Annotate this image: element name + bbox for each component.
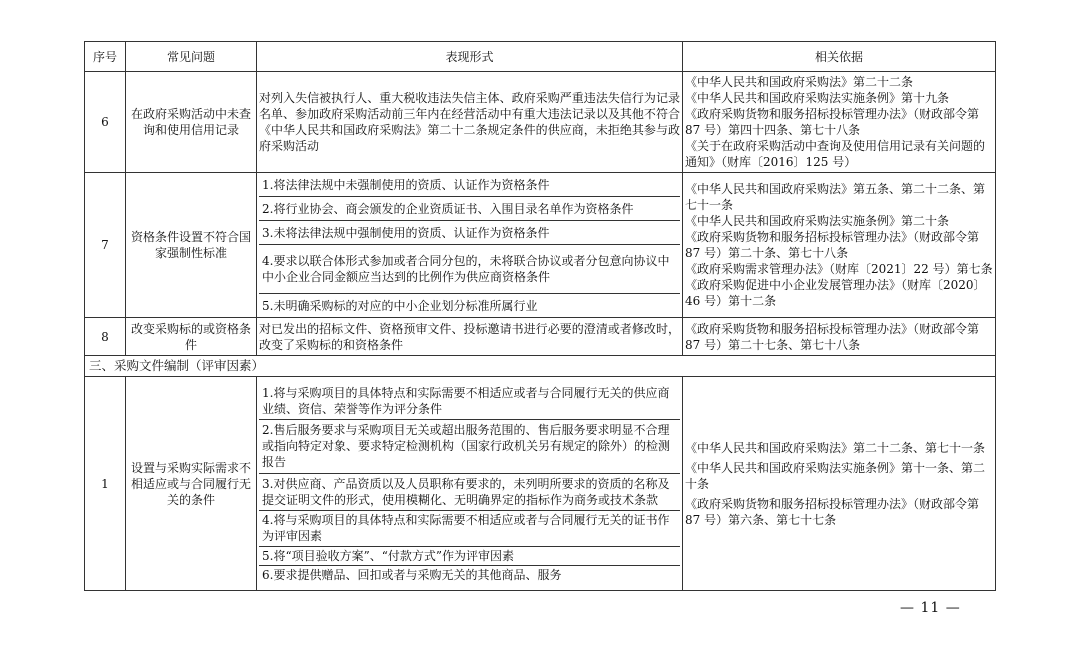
basis-line: 《关于在政府采购活动中查询及使用信用记录有关问题的通知》（财库〔2016〕125 号）	[685, 139, 986, 169]
issue-cell: 改变采购标的或资格条件	[126, 318, 257, 356]
basis-cell	[683, 377, 996, 591]
form-item: 6.要求提供赠品、回扣或者与采购无关的其他商品、服务	[262, 568, 562, 582]
issue-cell: 设置与采购实际需求不相适应或与合同履行无关的条件	[126, 377, 257, 591]
form-item: 5.未明确采购标的对应的中小企业划分标准所属行业	[262, 298, 538, 313]
row-number: 1	[85, 377, 126, 591]
header-num: 序号	[85, 42, 126, 72]
basis-line: 《中华人民共和国政府采购法实施条例》第十一条、第二十条	[685, 460, 986, 491]
basis-line: 《政府采购促进中小企业发展管理办法》（财库〔2020〕46 号）第十二条	[685, 278, 986, 308]
basis-line: 《中华人民共和国政府采购法》第二十二条	[685, 75, 914, 89]
form-item: 3.对供应商、产品资质以及人员职称有要求的，未列明所要求的资质的名称及提交证明文件的形式，使用模糊化、无明确界定的指标作为商务或技术条款	[259, 474, 680, 511]
basis-line: 《中华人民共和国政府采购法》第五条、第二十二条、第七十一条	[685, 182, 986, 212]
basis-line: 《中华人民共和国政府采购法》第二十二条、第七十一条	[685, 440, 986, 455]
table-row	[85, 173, 996, 318]
page-number: — 11 —	[900, 600, 961, 616]
basis-cell	[683, 173, 996, 318]
header-basis: 相关依据	[683, 42, 996, 72]
basis-cell: 《政府采购货物和服务招标投标管理办法》（财政部令第 87 号）第二十七条、第七十八条	[683, 318, 996, 356]
table-row	[85, 377, 996, 591]
row-number: 8	[85, 318, 126, 356]
row-number: 6	[85, 72, 126, 173]
basis-line: 《中华人民共和国政府采购法实施条例》第十九条	[685, 91, 950, 105]
section-header-row	[85, 356, 996, 377]
header-issue: 常见问题	[126, 42, 257, 72]
form-item: 4.要求以联合体形式参加或者合同分包的，未将联合协议或者分包意向协议中中小企业合同金额应当达到的比例作为供应商资格条件	[259, 245, 680, 294]
form-item: 1.将法律法规中未强制使用的资质、认证作为资格条件	[259, 173, 680, 197]
section-title: 三、采购文件编制（评审因素）	[85, 356, 996, 377]
issue-cell: 在政府采购活动中未查询和使用信用记录	[126, 72, 257, 173]
form-item: 2.将行业协会、商会颁发的企业资质证书、入围目录名单作为资格条件	[259, 197, 680, 221]
table-row	[85, 72, 996, 173]
form-cell: 对已发出的招标文件、资格预审文件、投标邀请书进行必要的澄清或者修改时，改变了采购标的和资格条件	[257, 318, 683, 356]
row-number: 7	[85, 173, 126, 318]
form-item: 5.将“项目验收方案”、“付款方式”作为评审因素	[259, 547, 680, 566]
basis-cell	[683, 72, 996, 173]
table-header-row	[85, 42, 996, 72]
basis-line: 《政府采购货物和服务招标投标管理办法》（财政部令第 87 号）第二十条、第七十八条	[685, 230, 980, 260]
form-item: 3.未将法律法规中强制使用的资质、认证作为资格条件	[259, 221, 680, 245]
document-page	[84, 41, 995, 591]
issue-cell: 资格条件设置不符合国家强制性标准	[126, 173, 257, 318]
table-row	[85, 318, 996, 356]
form-item: 2.售后服务要求与采购项目无关或超出服务范围的、售后服务要求明显不合理或指向特定对象、要求特定检测机构（国家行政机关另有规定的除外）的检测报告	[259, 420, 680, 474]
form-cell: 对列入失信被执行人、重大税收违法失信主体、政府采购严重违法失信行为记录名单、参加政府采购活动前三年内在经营活动中有重大违法记录以及其他不符合《中华人民共和国政府采购法》第二十二条规定条件的供应商，未拒绝其参与政府采购活动	[257, 72, 683, 173]
form-item: 1.将与采购项目的具体特点和实际需要不相适应或者与合同履行无关的供应商业绩、资信、荣誉等作为评分条件	[259, 383, 680, 420]
form-item: 4.将与采购项目的具体特点和实际需要不相适应或者与合同履行无关的证书作为评审因素	[259, 511, 680, 547]
issues-table	[84, 41, 996, 591]
header-form: 表现形式	[257, 42, 683, 72]
basis-line: 《中华人民共和国政府采购法实施条例》第二十条	[685, 214, 950, 228]
form-cell	[257, 173, 683, 318]
basis-line: 《政府采购货物和服务招标投标管理办法》（财政部令第 87 号）第四十四条、第七十八条	[685, 107, 980, 137]
form-cell	[257, 377, 683, 591]
basis-line: 《政府采购需求管理办法》（财库〔2021〕22 号）第七条	[685, 262, 993, 276]
basis-line: 《政府采购货物和服务招标投标管理办法》（财政部令第 87 号）第六条、第七十七条	[685, 496, 980, 527]
